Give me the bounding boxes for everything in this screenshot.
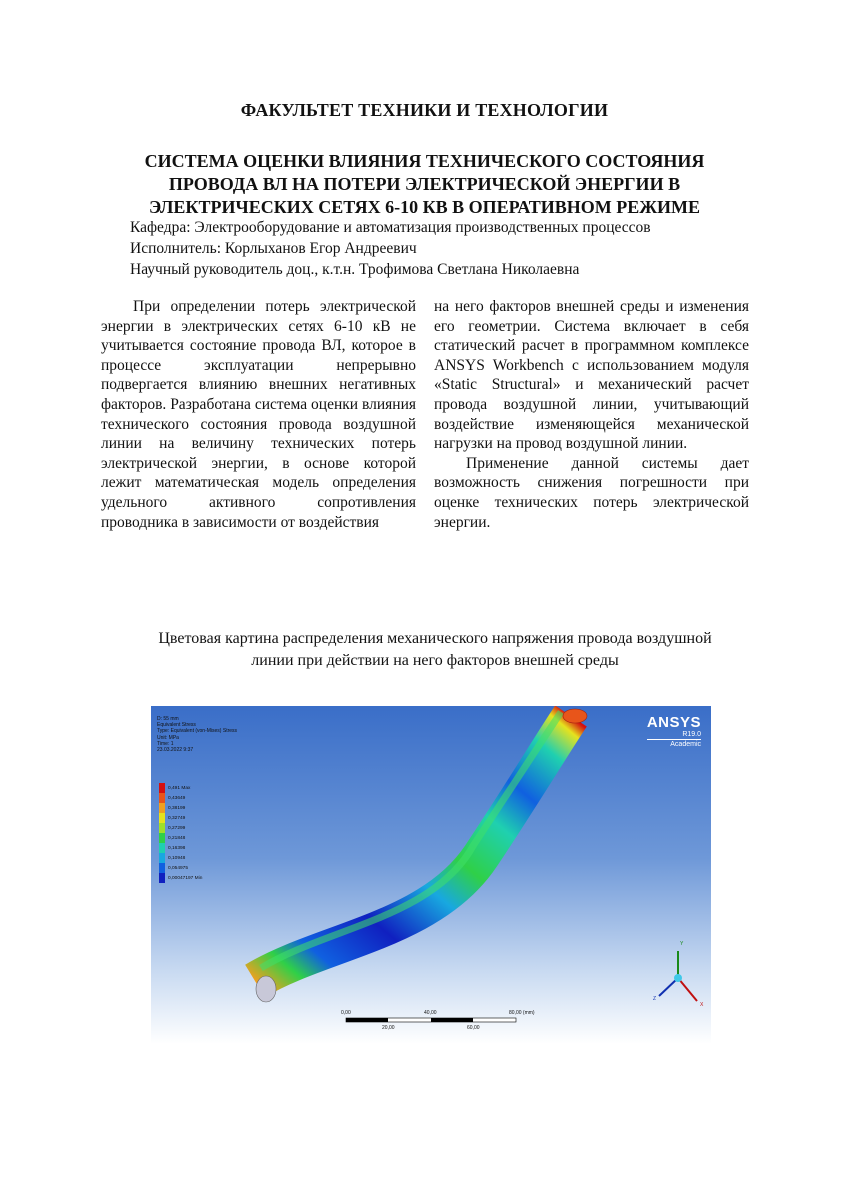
paragraph: При определении потерь электрической энергии в электрических сетях 6-10 кВ не учитывается состояние провода ВЛ, которое в процессе эксплуатации непрерывно подвергается влиянию внешних негативных факторов. Разработана система оценки влияния технического состояния провода воздушной линии на величину технических потерь электрической энергии, в основе которой лежит математическая модель определения удельного активного сопротивления проводника в зависимости от воздействия [101,298,416,531]
caption-line-1: Цветовая картина распределения механического напряжения провода воздушной [158,630,712,647]
scale-swatch [159,793,165,803]
ansys-logo [647,714,701,748]
legend-line: Equivalent Stress [157,722,196,729]
wire-end-left [256,976,276,1002]
paragraph: на него факторов внешней среды и изменения его геометрии. Система включает в себя статический расчет в программном комплексе ANSYS Workbench с использованием модуля «Static Structural» и механический расчет провода воздушной линии, учитывающий воздействие изменяющейся механической нагрузки на провод воздушной линии. [434,298,749,453]
author: Исполнитель: Корлыханов Егор Андреевич [130,240,417,257]
scale-label: 0,00047197 Min [168,875,203,881]
scale-swatch [159,823,165,833]
legend-line: Time: 1 [157,740,174,747]
scale-tick-label: 60,00 [467,1025,480,1031]
supervisor: Научный руководитель доц., к.т.н. Трофимова Светлана Николаевна [130,261,580,278]
scale-bar [346,1018,516,1022]
scale-label: 0,32749 [168,815,186,821]
legend-line: D: 55 mm [157,716,179,722]
scale-swatch [159,803,165,813]
scale-entry [159,853,202,863]
wire-render [151,706,711,1044]
result-legend [157,716,237,753]
edition: Academic [647,739,701,748]
scale-entry [159,833,202,843]
axis-label-x: X [700,1002,704,1008]
legend-line: 23.03.2022 9:37 [157,747,194,754]
scale-label: 0,21848 [168,835,186,841]
axis-label-y: Y [680,941,684,947]
scale-entry [159,863,202,873]
scale-swatch [159,843,165,853]
title-line-1: СИСТЕМА ОЦЕНКИ ВЛИЯНИЯ ТЕХНИЧЕСКОГО СОСТОЯНИЯ [144,151,705,171]
author-info [130,217,770,280]
scale-label: 0,16398 [168,845,186,851]
caption-line-2: линии при действии на него факторов внешней среды [251,652,619,669]
scale-entry [159,783,202,793]
text-column-left [101,297,416,532]
figure-caption [120,628,750,672]
scale-tick-label: 40,00 [424,1010,437,1016]
scale-label: 0,10948 [168,855,186,861]
scale-tick-label: 0,00 [341,1010,351,1016]
legend-line: Unit: MPa [157,734,179,741]
ansys-stress-figure [151,706,711,1044]
title-line-3: ЭЛЕКТРИЧЕСКИХ СЕТЯХ 6-10 КВ В ОПЕРАТИВНОМ РЕЖИМЕ [148,197,701,217]
scale-swatch [159,863,165,873]
scale-tick-label: 80,00 (mm) [509,1010,535,1016]
scale-entry [159,803,202,813]
department: Кафедра: Электрооборудование и автоматизация производственных процессов [130,219,651,236]
scale-swatch [159,783,165,793]
scale-entry [159,813,202,823]
scale-label: 0,491 Max [168,785,191,791]
axis-label-z: Z [653,996,657,1002]
paragraph: Применение данной системы дает возможность снижения погрешности при оценке технических потерь электрической энергии. [434,454,749,531]
scale-entry [159,873,202,883]
paper-title [100,150,749,219]
version: R19.0 [682,731,701,738]
scale-swatch [159,813,165,823]
contour-color-scale [159,783,202,883]
scale-label: 0,43649 [168,795,186,801]
scale-entry [159,823,202,833]
faculty-heading: ФАКУЛЬТЕТ ТЕХНИКИ И ТЕХНОЛОГИИ [240,100,609,120]
scale-swatch [159,833,165,843]
scale-label: 0,054975 [168,865,189,871]
scale-label: 0,38199 [168,805,186,811]
axis-triad [659,951,697,1001]
scale-entry [159,843,202,853]
scale-label: 0,27299 [168,825,186,831]
scale-swatch [159,873,165,883]
wire-body [255,716,571,981]
text-column-right [434,297,749,532]
scale-swatch [159,853,165,863]
title-line-2: ПРОВОДА ВЛ НА ПОТЕРИ ЭЛЕКТРИЧЕСКОЙ ЭНЕРГИИ В [168,174,681,194]
brand: ANSYS [646,714,701,731]
wire-end-right [563,709,587,723]
scale-tick-label: 20,00 [382,1025,395,1031]
scale-entry [159,793,202,803]
legend-line: Type: Equivalent (von-Mises) Stress [157,728,238,735]
